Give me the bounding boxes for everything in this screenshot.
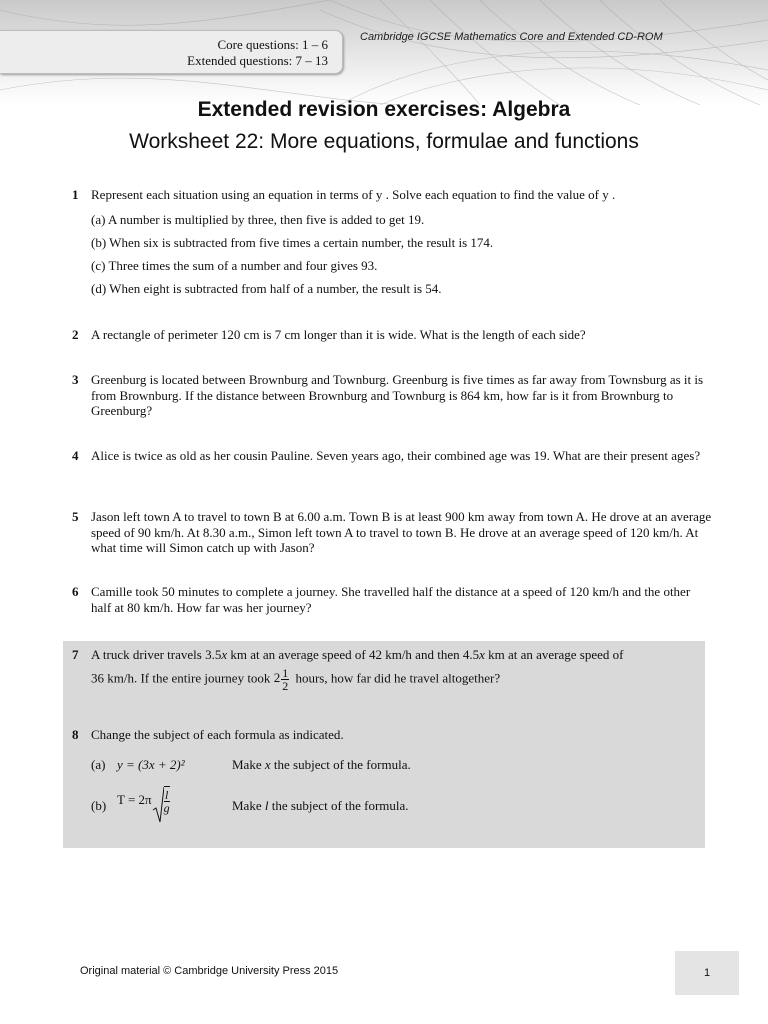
question-number: 3	[72, 372, 79, 387]
question-1-part-c: (c) Three times the sum of a number and four gives 93.	[91, 258, 378, 273]
question-number: 2	[72, 327, 79, 342]
page-number: 1	[675, 951, 739, 995]
root-fraction: $\frac{l}{g}$	[163, 788, 170, 815]
mixed-number: 2 $\frac{1}{2}$	[273, 665, 289, 693]
fraction: $\frac{1}{2}$	[282, 665, 289, 693]
question-7	[72, 647, 712, 692]
radical-sign	[152, 786, 164, 824]
question-1-part-b: (b) When six is subtracted from five times a certain number, the result is 174.	[91, 235, 494, 250]
question-3	[72, 372, 712, 419]
question-2	[72, 327, 712, 343]
formula-a: y = (3x + 2)²	[117, 757, 185, 772]
question-6	[72, 584, 712, 615]
question-number: 7	[72, 647, 79, 662]
question-text: Greenburg is located between Brownburg and Townburg. Greenburg is five times as far away from Townsburg as it is from Brownburg. If the distance between Brownburg and Townburg is 864 km, how far is it from Brownburg to Greenburg?	[91, 372, 704, 418]
question-8-part-a: (a) y = (3x + 2)² Make x the subject of the formula.	[91, 757, 411, 772]
instruction-a: Make x the subject of the formula.	[232, 757, 411, 772]
core-questions-label: Core questions: 1 – 6	[217, 37, 328, 52]
distance-expression-2: 4.5x	[462, 647, 485, 662]
page-title: Extended revision exercises: Algebra	[197, 98, 571, 121]
question-number: 4	[72, 448, 79, 463]
formula-b: T = 2π $\frac{l}{g}$	[117, 786, 173, 814]
question-text-line-2: 36 km/h. If the entire journey took 2 $\frac{1}{2}$ hours, how far did he travel altogether?	[91, 665, 501, 693]
question-text: A rectangle of perimeter 120 cm is 7 cm longer than it is wide. What is the length of each side?	[91, 327, 586, 342]
question-text: Represent each situation using an equation in terms of y . Solve each equation to find the value of y .	[91, 187, 616, 202]
question-1-part-d: (d) When eight is subtracted from half of a number, the result is 54.	[91, 281, 442, 296]
question-number: 1	[72, 187, 79, 202]
question-8	[72, 727, 712, 743]
question-text: Jason left town A to travel to town B at 6.00 a.m. Town B is at least 900 km away from town A. He drove at an average speed of 90 km/h. At 8.30 a.m., Simon left town A to travel to town B. He drove at an average speed of 120 km/h. At what time will Simon catch up with Jason?	[91, 509, 712, 555]
question-text: Alice is twice as old as her cousin Pauline. Seven years ago, their combined age was 19. What are their present ages?	[91, 448, 701, 463]
question-1	[72, 187, 712, 203]
copyright-notice: Original material © Cambridge University Press 2015	[80, 965, 339, 977]
square-root	[152, 786, 173, 814]
question-text: Change the subject of each formula as indicated.	[91, 727, 344, 742]
question-5	[72, 509, 712, 556]
worksheet-title: Worksheet 22: More equations, formulae and functions	[129, 130, 639, 153]
question-number: 5	[72, 509, 79, 524]
product-label: Cambridge IGCSE Mathematics Core and Extended CD-ROM	[360, 31, 663, 43]
question-8-part-b: (b) T = 2π $\frac{l}{g}$ Make l the subject of the formula.	[91, 798, 106, 814]
extended-questions-label: Extended questions: 7 – 13	[187, 53, 328, 68]
question-4	[72, 448, 712, 464]
distance-expression-1: 3.5x	[205, 647, 228, 662]
instruction-b: Make l the subject of the formula.	[232, 798, 409, 813]
question-1-part-a: (a) A number is multiplied by three, then five is added to get 19.	[91, 212, 425, 227]
question-range-box	[0, 30, 343, 74]
question-text: Camille took 50 minutes to complete a journey. She travelled half the distance at a speed of 120 km/h and the other half at 80 km/h. How far was her journey?	[91, 584, 691, 615]
question-number: 6	[72, 584, 79, 599]
question-text: A truck driver travels 3.5x km at an average speed of 42 km/h and then 4.5x km at an average speed of	[91, 647, 624, 662]
question-number: 8	[72, 727, 79, 742]
